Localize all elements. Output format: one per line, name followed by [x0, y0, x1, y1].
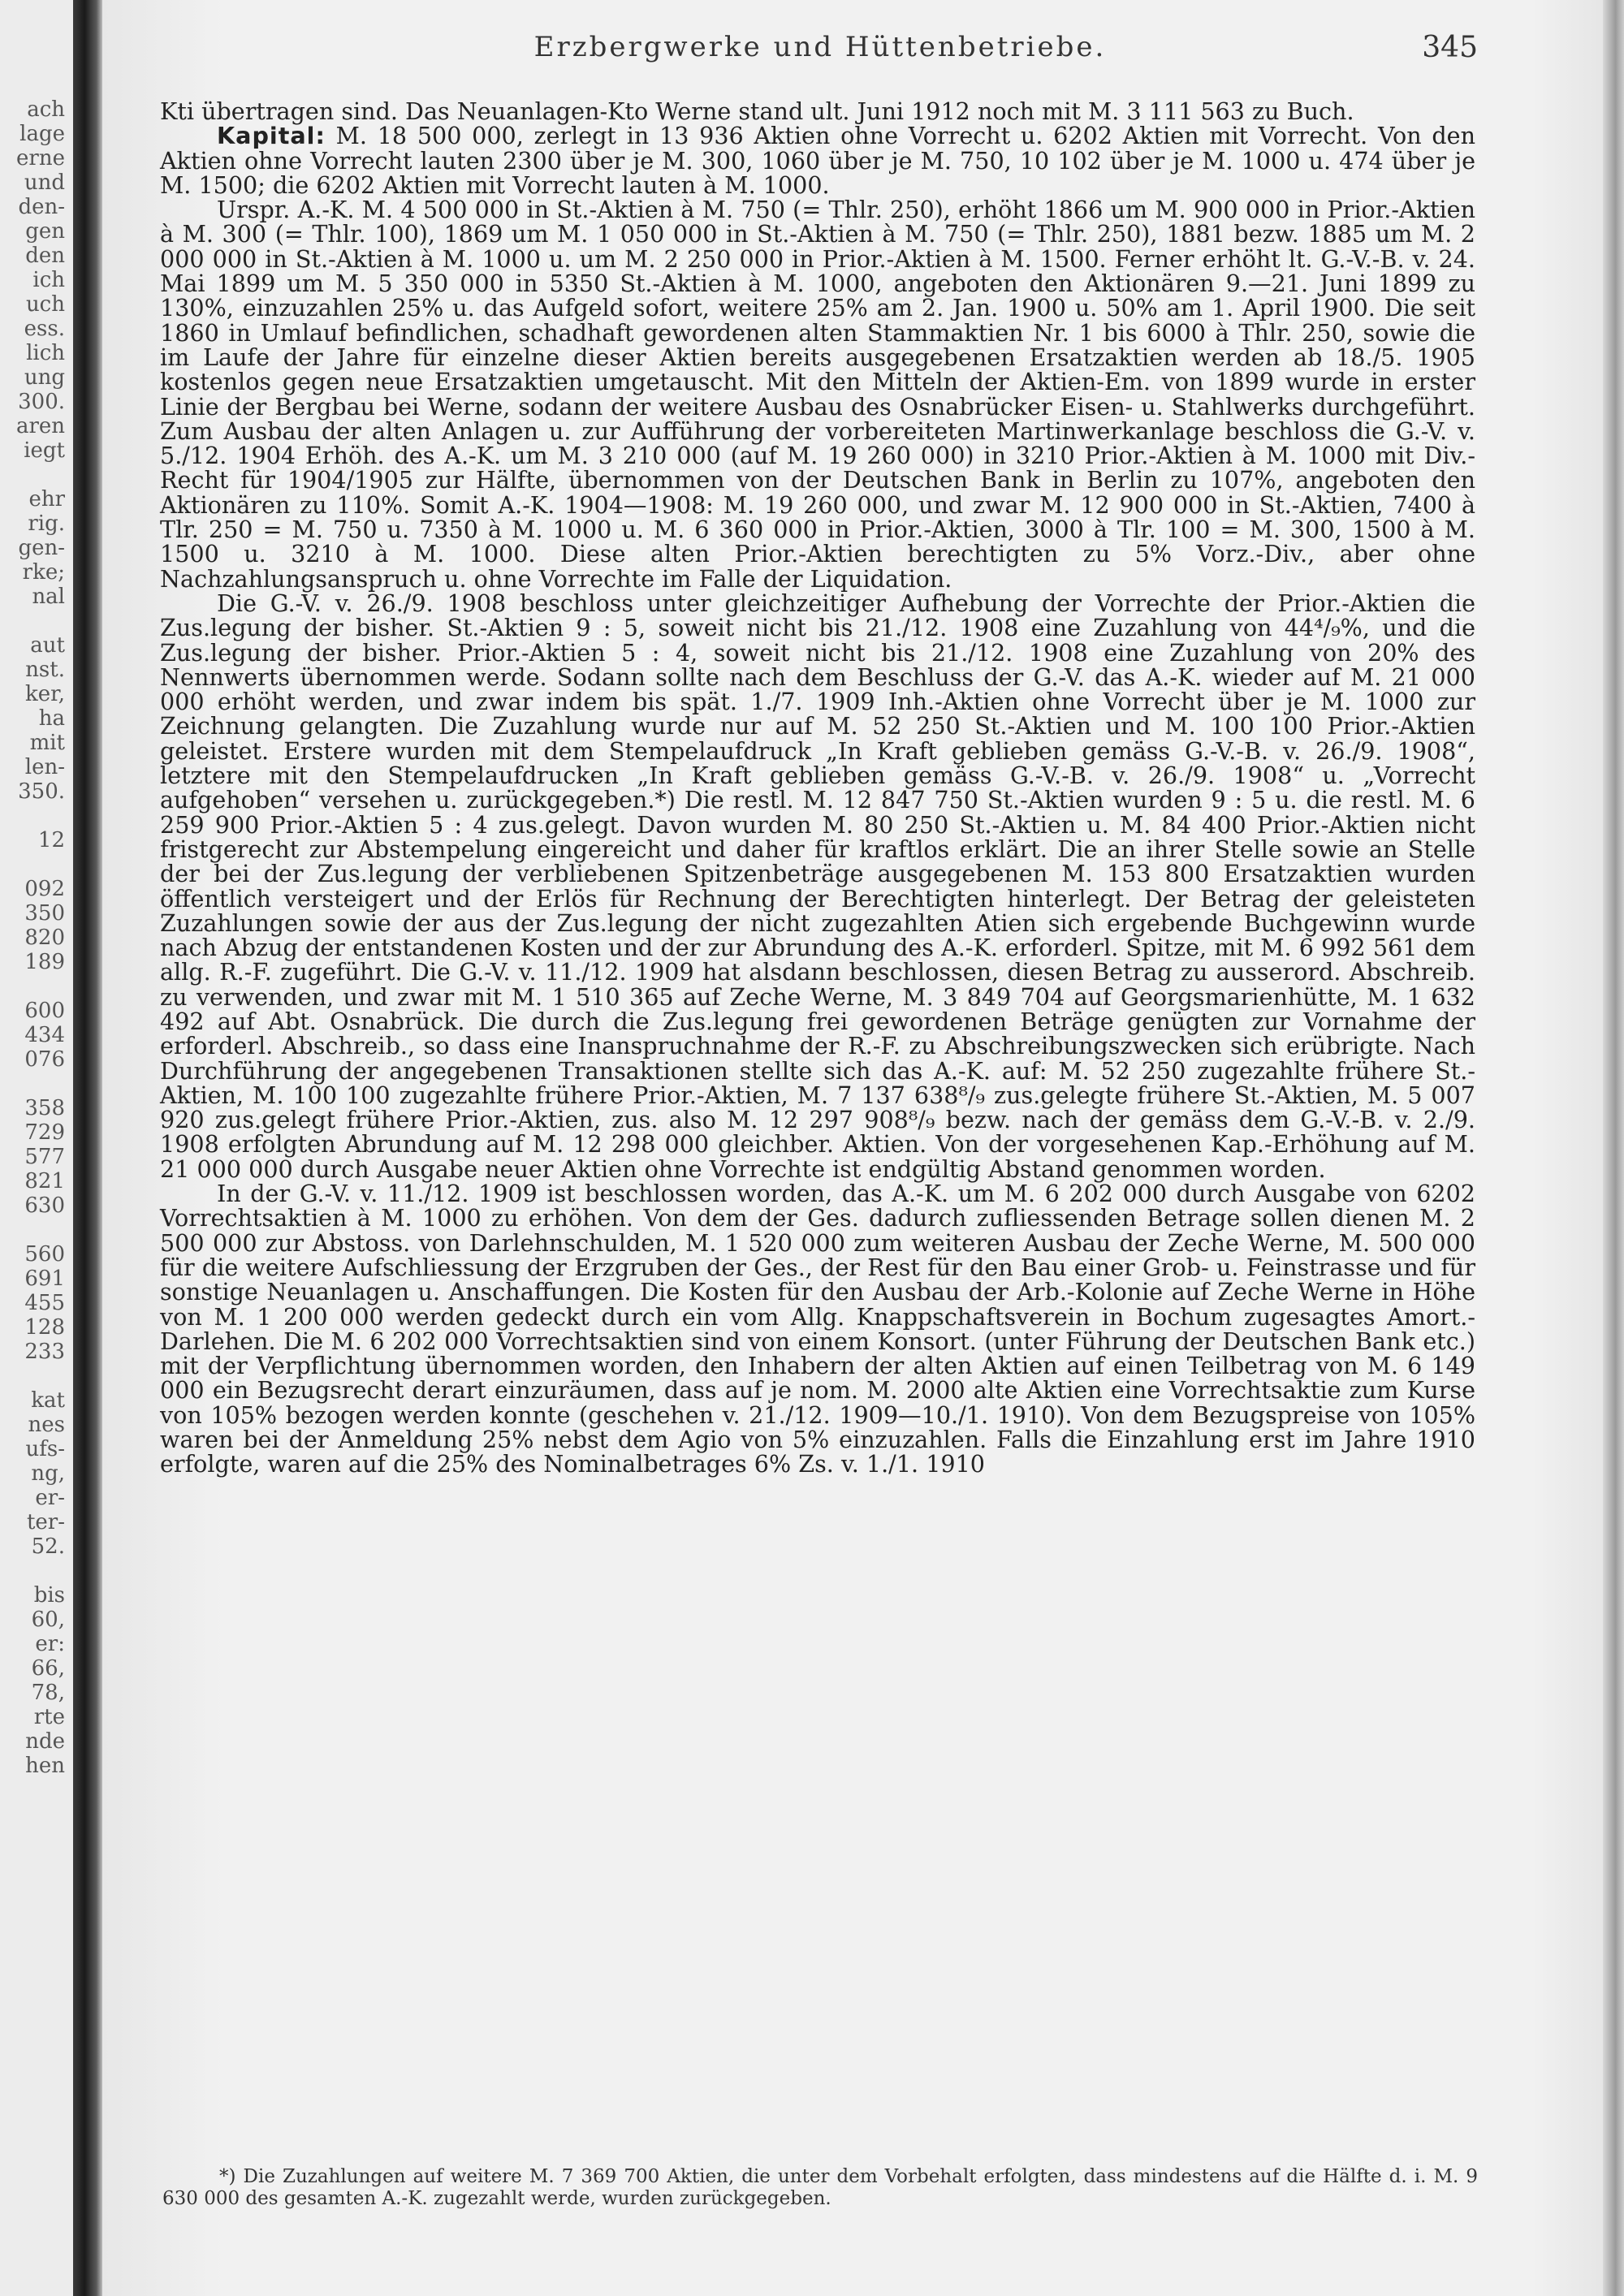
paragraph-neuanlagen: Kti übertragen sind. Das Neuanlagen-Kto Werne stand ult. Juni 1912 noch mit M. 3 111 563 zu Buch.: [160, 97, 1354, 125]
bleed-line: ufs-: [25, 1437, 65, 1461]
bleed-line: 233: [24, 1340, 65, 1364]
bleed-line: 455: [24, 1291, 65, 1315]
bleed-line: 66,: [31, 1656, 65, 1681]
bleed-line: 729: [24, 1120, 65, 1145]
body-text: [160, 99, 1475, 1477]
bleed-line: lage: [19, 122, 65, 146]
bleed-line: 691: [24, 1267, 65, 1291]
bleed-line: ach: [27, 97, 65, 122]
bleed-line: den-: [18, 195, 65, 219]
bleed-line: lich: [26, 341, 65, 365]
bleed-line: ung: [24, 365, 65, 390]
bleed-line: 78,: [31, 1681, 65, 1705]
paragraph-gv-1908: Die G.-V. v. 26./9. 1908 beschloss unter gleichzeitiger Aufhebung der Vorrechte der Prior.-Aktien die Zus.legung der bisher. St.-Aktien 9 : 5, soweit nicht bis 21./12. 1908 eine Zuzahlung von 44⁴/₉%, und die Zus.legung der bisher. Prior.-Aktien 5 : 4, soweit nicht bis 21./12. 1908 eine Zuzahlung von 20% des Nennwerts übernommen werde. Sodann sollte nach dem Beschluss der G.-V. das A.-K. wieder auf M. 21 000 000 erhöht werden, und zwar indem bis spät. 1./7. 1909 Inh.-Aktien ohne Vorrecht über je M. 1000 zur Zeichnung gelangten. Die Zuzahlung wurde nur auf M. 52 250 St.-Aktien und M. 100 100 Prior.-Aktien geleistet. Erstere wurden mit dem Stempelaufdruck „In Kraft geblieben gemäss G.-V.-B. v. 26./9. 1908“, letztere mit den Stempelaufdrucken „In Kraft geblieben gemäss G.-V.-B. v. 26./9. 1908“ u. „Vorrecht aufgehoben“ versehen u. zurückgegeben.*) Die restl. M. 12 847 750 St.-Aktien wurden 9 : 5 u. die restl. M. 6 259 900 Prior.-Aktien 5 : 4 zus.gelegt. Davon wurden M. 80 250 St.-Aktien u. M. 84 400 Prior.-Aktien nicht fristgerecht zur Abstempelung eingereicht und daher für kraftlos erklärt. Die an ihrer Stelle sowie an Stelle der bei der Zus.legung der verbliebenen Spitzenbeträge ausgegebenen M. 153 800 Ersatzaktien wurden öffentlich versteigert und der Erlös für Rechnung der Berechtigten hinterlegt. Der Betrag der geleisteten Zuzahlungen sowie der aus der Zus.legung der nicht zugezahlten Atien sich ergebende Buchgewinn wurde nach Abzug der entstandenen Kosten und der zur Abrundung des A.-K. erforderl. Spitze, mit M. 6 992 561 dem allg. R.-F. zugeführt. Die G.-V. v. 11./12. 1909 hat alsdann beschlossen, diesen Betrag zu ausserord. Abschreib. zu verwenden, und zwar mit M. 1 510 365 auf Zeche Werne, M. 3 849 704 auf Georgsmarienhütte, M. 1 632 492 auf Abt. Osnabrück. Die durch die Zus.legung frei gewordenen Beträge genügten zur Vornahme der erforderl. Abschreib., so dass eine Inanspruchnahme der R.-F. zu Abschreibungszwecken sich erübrigte. Nach Durchführung der angegebenen Transaktionen stellte sich das A.-K. auf: M. 52 250 zugezahlte frühere St.-Aktien, M. 100 100 zugezahlte frühere Prior.-Aktien, M. 7 137 638⁸/₉ zus.gelegte frühere St.-Aktien, M. 5 007 920 zus.gelegt frühere Prior.-Aktien, zus. also M. 12 297 908⁸/₉ bezw. nach der gemäss dem G.-V.-B. v. 2./9. 1908 erfolgten Abrundung auf M. 12 298 000 gleichber. Aktien. Von der vorgesehenen Kap.-Erhöhung auf M. 21 000 000 durch Ausgabe neuer Aktien ohne Vorrechte ist endgültig Abstand genommen worden.: [160, 589, 1475, 1183]
bleed-line: nst.: [25, 658, 65, 682]
bleed-line: mit: [29, 731, 65, 755]
bleed-line: 189: [24, 950, 65, 974]
bleed-line: 434: [24, 1023, 65, 1047]
bleed-line: 12: [37, 828, 65, 852]
bleed-line: [0, 609, 65, 633]
bleed-line: [0, 974, 65, 999]
bleed-line: er:: [35, 1632, 65, 1656]
bleed-line: ehr: [28, 487, 65, 511]
bleed-line: [0, 1364, 65, 1388]
bleed-line: erne: [16, 146, 65, 170]
bleed-line: [0, 1072, 65, 1096]
bleed-line: er-: [35, 1486, 65, 1510]
bleed-line: ess.: [24, 317, 65, 341]
bleed-line: bis: [33, 1583, 65, 1608]
bleed-line: 821: [24, 1169, 65, 1193]
bleed-line: aren: [15, 414, 65, 438]
bleed-line: ha: [38, 706, 65, 731]
paragraph-urspr-ak: Urspr. A.-K. M. 4 500 000 in St.-Aktien à M. 750 (= Thlr. 250), erhöht 1866 um M. 900 000 in Prior.-Aktien à M. 300 (= Thlr. 100), 1869 um M. 1 050 000 in St.-Aktien à M. 750 (= Thlr. 250), 1881 bezw. 1885 um M. 2 000 000 in St.-Aktien à M. 1000 u. um M. 2 250 000 in Prior.-Aktien à M. 1500. Ferner erhöht lt. G.-V.-B. v. 24. Mai 1899 um M. 5 350 000 in 5350 St.-Aktien à M. 1000, angeboten den Aktionären 9.—21. Juni 1899 zu 130%, einzuzahlen 25% u. das Aufgeld sofort, weitere 25% am 2. Jan. 1900 u. 50% am 1. April 1900. Die seit 1860 in Umlauf befindlichen, schadhaft gewordenen alten Stammaktien Nr. 1 bis 6000 à Thlr. 250, sowie die im Laufe der Jahre für einzelne dieser Aktien bereits ausgegebenen Ersatzaktien werden ab 18./5. 1905 kostenlos gegen neue Ersatzaktien umgetauscht. Mit den Mitteln der Aktien-Em. von 1899 wurde in erster Linie der Bergbau bei Werne, sodann der weitere Ausbau des Osnabrücker Eisen- u. Stahlwerks durchgeführt. Zum Ausbau der alten Anlagen u. zur Aufführung der vorbereiteten Martinwerkanlage beschloss die G.-V. v. 5./12. 1904 Erhöh. des A.-K. um M. 3 210 000 (auf M. 19 260 000) in 3210 Prior.-Aktien à M. 1000 mit Div.-Recht für 1904/1905 zur Hälfte, übernommen von der Deutschen Bank in Berlin zu 107%, angeboten den Aktionären zu 110%. Somit A.-K. 1904—1908: M. 19 260 000, und zwar M. 12 900 000 in St.-Aktien, 7400 à Tlr. 250 = M. 750 u. 7350 à M. 1000 u. M. 6 360 000 in Prior.-Aktien, 3000 à Tlr. 100 = M. 300, 1500 à M. 1500 u. 3210 à M. 1000. Diese alten Prior.-Aktien berechtigten zu 5% Vorz.-Div., aber ohne Nachzahlungsanspruch u. ohne Vorrechte im Falle der Liquidation.: [160, 196, 1475, 593]
page-edge: [1603, 0, 1624, 2296]
bleed-line: [0, 852, 65, 877]
bleed-line: len-: [24, 755, 65, 779]
bleed-line: rig.: [28, 511, 65, 536]
bleed-line: den: [25, 244, 65, 268]
bleed-line: hen: [25, 1754, 65, 1778]
bleed-line: ich: [32, 268, 65, 292]
bleed-line: uch: [25, 292, 65, 317]
bleed-line: rte: [33, 1705, 65, 1729]
bleed-line: [0, 463, 65, 487]
bleed-line: 577: [24, 1145, 65, 1169]
kapital-heading: Kapital:: [217, 122, 326, 150]
bleed-line: [0, 1218, 65, 1242]
paragraph-gv-1909: In der G.-V. v. 11./12. 1909 ist beschlossen worden, das A.-K. um M. 6 202 000 durch Ausgabe von 6202 Vorrechtsaktien à M. 1000 zu erhöhen. Von dem der Ges. dadurch zufliessenden Betrage sollen dienen M. 2 500 000 zur Abstoss. von Darlehnschulden, M. 1 520 000 zum weiteren Ausbau der Zeche Werne, M. 500 000 für die weitere Aufschliessung der Erzgruben der Ges., der Rest für den Bau einer Grob- u. Feinstrasse und für sonstige Neuanlagen u. Anschaffungen. Die Kosten für den Ausbau der Arb.-Kolonie auf Zeche Werne in Höhe von M. 1 200 000 werden gedeckt durch ein vom Allg. Knappschaftsverein in Bochum zugesagtes Amort.-Darlehen. Die M. 6 202 000 Vorrechtsaktien sind von einem Konsort. (unter Führung der Deutschen Bank etc.) mit der Verpflichtung übernommen worden, den Inhabern der alten Aktien auf einen Teilbetrag von M. 6 149 000 ein Bezugsrecht derart einzuräumen, dass auf je nom. M. 2000 alte Aktien eine Vorrechtsaktie zum Kurse von 105% bezogen werden konnte (geschehen v. 21./12. 1909—10./1. 1910). Von dem Bezugspreise von 105% waren bei der Anmeldung 25% nebst dem Agio von 5% einzuzahlen. Falls die Einzahlung erst im Jahre 1910 erfolgte, waren auf die 25% des Nominalbetrages 6% Zs. v. 1./1. 1910: [160, 1180, 1475, 1478]
bleed-line: 60,: [31, 1608, 65, 1632]
bleed-line: 630: [24, 1193, 65, 1218]
bleed-line: ter-: [26, 1510, 65, 1534]
bleed-line: rke;: [22, 560, 65, 585]
bleed-line: 560: [24, 1242, 65, 1267]
facing-page-bleed-text: [0, 97, 65, 1778]
bleed-line: 092: [24, 877, 65, 901]
footnote: *) Die Zuzahlungen auf weitere M. 7 369 700 Aktien, die unter dem Vorbehalt erfolgten, dass mindestens auf die Hälfte d. i. M. 9 630 000 des gesamten A.-K. zugezahlt werde, wurden zurückgegeben.: [162, 2166, 1478, 2209]
bleed-line: [0, 1559, 65, 1583]
kapital-text: M. 18 500 000, zerlegt in 13 936 Aktien ohne Vorrecht u. 6202 Aktien mit Vorrecht. Von den Aktien ohne Vorrecht lauten 2300 über je M. 300, 1060 über je M. 750, 10 102 über je M. 1000 u. 474 über je M. 1500; die 6202 Aktien mit Vorrecht lauten à M. 1000.: [160, 122, 1475, 199]
bleed-line: nde: [25, 1729, 65, 1754]
bleed-line: 350: [24, 901, 65, 926]
bleed-line: gen-: [18, 536, 65, 560]
bleed-line: 076: [24, 1047, 65, 1072]
bleed-line: iegt: [24, 438, 65, 463]
book-gutter: [73, 0, 102, 2296]
bleed-line: und: [24, 170, 65, 195]
bleed-line: 600: [24, 999, 65, 1023]
bleed-line: 128: [24, 1315, 65, 1340]
bleed-line: ker,: [25, 682, 65, 706]
bleed-line: nal: [32, 585, 65, 609]
bleed-line: ng,: [31, 1461, 65, 1486]
page-number: 345: [1422, 31, 1478, 64]
bleed-line: [0, 804, 65, 828]
bleed-line: 52.: [31, 1534, 65, 1559]
running-title: Erzbergwerke und Hüttenbetriebe.: [533, 31, 1107, 63]
bleed-line: kat: [31, 1388, 65, 1413]
bleed-line: nes: [28, 1413, 65, 1437]
bleed-line: 358: [24, 1096, 65, 1120]
bleed-line: aut: [30, 633, 65, 658]
bleed-line: 300.: [18, 390, 65, 414]
bleed-line: 820: [24, 926, 65, 950]
bleed-line: gen: [25, 219, 65, 244]
page-header: [162, 31, 1478, 71]
bleed-line: 350.: [18, 779, 65, 804]
paragraph-kapital: [160, 123, 1475, 197]
